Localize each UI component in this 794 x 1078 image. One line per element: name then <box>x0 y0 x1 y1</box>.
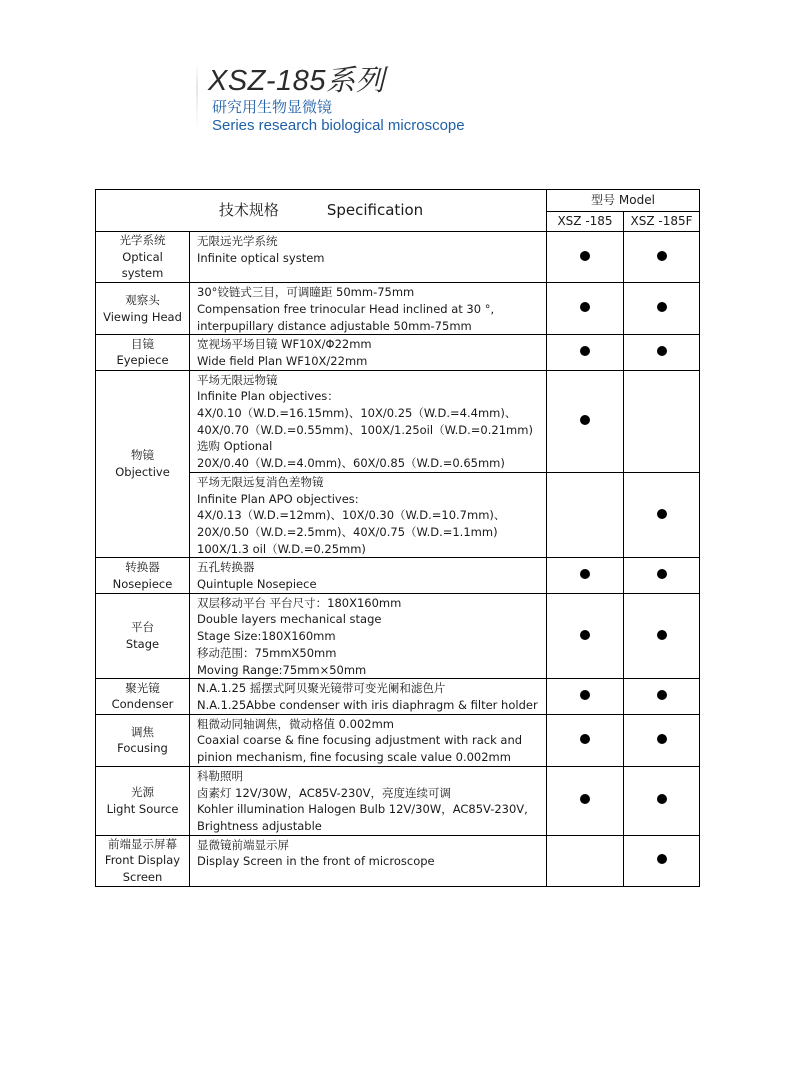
feature-name <box>96 335 190 370</box>
spec-description <box>190 679 547 714</box>
spec-row <box>96 714 700 766</box>
spec-row <box>96 593 700 679</box>
specification-table <box>95 189 700 887</box>
availability-cell <box>624 232 700 283</box>
included-dot-icon <box>580 794 590 804</box>
description-line: 无限远光学系统 <box>197 234 278 248</box>
description-line: Brightness adjustable <box>197 818 322 833</box>
specification-header <box>96 190 547 232</box>
spec-row <box>96 232 700 283</box>
spec-description <box>190 593 547 679</box>
spec-row <box>96 335 700 370</box>
description-line: Infinite Plan objectives： <box>197 389 339 404</box>
availability-cell <box>624 835 700 886</box>
feature-name-en: Viewing Head <box>103 309 182 324</box>
availability-cell <box>547 370 624 472</box>
description-line: Moving Range:75mm×50mm <box>197 662 367 677</box>
availability-cell <box>624 335 700 370</box>
availability-cell <box>624 679 700 714</box>
feature-name-cn: 聚光镜 <box>125 680 160 695</box>
availability-cell <box>547 283 624 335</box>
availability-cell <box>624 370 700 472</box>
feature-name-cn: 调焦 <box>131 724 154 739</box>
availability-cell <box>624 766 700 835</box>
spec-row <box>96 558 700 593</box>
description-line: 科勒照明 <box>197 768 243 783</box>
description-line: 双层移动平台 平台尺寸：180X160mm <box>197 595 402 610</box>
feature-name <box>96 679 190 714</box>
feature-name-cn: 目镜 <box>131 336 154 351</box>
feature-name-en: Eyepiece <box>116 353 169 368</box>
description-line: 20X/0.40（W.D.=4.0mm)、60X/0.85（W.D.=0.65mm) <box>197 456 505 471</box>
included-dot-icon <box>580 302 590 312</box>
feature-name <box>96 283 190 335</box>
feature-name <box>96 835 190 886</box>
included-dot-icon <box>657 569 667 579</box>
description-line: Infinite Plan APO objectives: <box>197 491 359 506</box>
spec-description <box>190 714 547 766</box>
description-line: Stage Size:180X160mm <box>197 629 336 644</box>
description-line: Compensation free trinocular Head inclined at 30 °, <box>197 301 495 316</box>
description-line: 40X/0.70（W.D.=0.55mm)、100X/1.25oil（W.D.=0.21mm) <box>197 422 533 437</box>
availability-cell <box>547 714 624 766</box>
description-line: 移动范围：75mmX50mm <box>197 645 337 660</box>
subtitle-english: Series research biological microscope <box>212 117 465 134</box>
included-dot-icon <box>657 854 667 864</box>
included-dot-icon <box>657 734 667 744</box>
included-dot-icon <box>580 415 590 425</box>
included-dot-icon <box>657 346 667 356</box>
description-line: 4X/0.10（W.D.=16.15mm)、10X/0.25（W.D.=4.4mm)、 <box>197 406 517 421</box>
feature-name-en: Light Source <box>106 801 179 816</box>
availability-cell <box>547 835 624 886</box>
description-line: N.A.1.25Abbe condenser with iris diaphragm & filter holder <box>197 697 538 712</box>
feature-name-en: Nosepiece <box>112 576 173 591</box>
description-line: 20X/0.50（W.D.=2.5mm)、40X/0.75（W.D.=1.1mm) <box>197 524 498 539</box>
availability-cell <box>547 766 624 835</box>
spec-description <box>190 472 547 558</box>
description-line: 平场无限远物镜 <box>197 372 278 387</box>
feature-name-cn: 转换器 <box>125 559 160 574</box>
subtitle-chinese: 研究用生物显微镜 <box>212 98 333 116</box>
feature-name-cn: 平台 <box>131 620 154 635</box>
feature-name-cn: 观察头 <box>125 292 160 307</box>
spec-row <box>96 679 700 714</box>
feature-name <box>96 370 190 558</box>
spec-row <box>96 766 700 835</box>
included-dot-icon <box>657 251 667 261</box>
model-header: 型号 Model <box>547 190 700 212</box>
description-line: 显微镜前端显示屏 <box>197 837 289 852</box>
spec-description <box>190 283 547 335</box>
included-dot-icon <box>580 734 590 744</box>
feature-name <box>96 593 190 679</box>
description-line: 4X/0.13（W.D.=12mm)、10X/0.30（W.D.=10.7mm)、 <box>197 508 506 523</box>
description-line: Coaxial coarse & fine focusing adjustment with rack and <box>197 733 523 748</box>
description-line: N.A.1.25 摇摆式阿贝聚光镜带可变光阑和滤色片 <box>197 681 446 696</box>
description-line: 五孔转换器 <box>197 560 255 575</box>
feature-name-en: system <box>121 266 164 281</box>
feature-name-en: Focusing <box>117 741 168 756</box>
included-dot-icon <box>580 569 590 579</box>
feature-name-en: Condenser <box>111 697 174 712</box>
model-column-xsz-185: XSZ -185 <box>547 211 624 232</box>
included-dot-icon <box>580 346 590 356</box>
feature-name-cn: 光学系统 <box>119 233 166 247</box>
feature-name <box>96 766 190 835</box>
availability-cell <box>624 472 700 558</box>
description-line: 卤素灯 12V/30W，AC85V-230V，亮度连续可调 <box>197 785 452 800</box>
description-line: Wide field Plan WF10X/22mm <box>197 353 368 368</box>
availability-cell <box>547 593 624 679</box>
description-line: 选购 Optional <box>197 439 273 454</box>
availability-cell <box>624 593 700 679</box>
description-line: Display Screen in the front of microscope <box>197 854 435 869</box>
model-column-xsz-185f: XSZ -185F <box>624 211 700 232</box>
description-line: Quintuple Nosepiece <box>197 577 317 592</box>
included-dot-icon <box>657 630 667 640</box>
feature-name <box>96 232 190 283</box>
availability-cell <box>624 558 700 593</box>
feature-name-en: Optical <box>122 249 163 264</box>
description-line: 宽视场平场目镜 WF10X/Φ22mm <box>197 337 372 352</box>
spec-description <box>190 558 547 593</box>
included-dot-icon <box>580 690 590 700</box>
availability-cell <box>547 232 624 283</box>
included-dot-icon <box>657 794 667 804</box>
specification-header-cn: 技术规格 <box>218 201 279 220</box>
included-dot-icon <box>657 509 667 519</box>
feature-name-en: Objective <box>115 464 170 479</box>
included-dot-icon <box>580 630 590 640</box>
description-line: 平场无限远复消色差物镜 <box>197 474 324 489</box>
spec-description <box>190 370 547 472</box>
description-line: Double layers mechanical stage <box>197 612 382 627</box>
feature-name-en: Screen <box>122 870 163 885</box>
spec-description <box>190 766 547 835</box>
description-line: pinion mechanism, fine focusing scale value 0.002mm <box>197 750 511 765</box>
description-line: 100X/1.3 oil（W.D.=0.25mm) <box>197 541 366 556</box>
spec-row <box>96 283 700 335</box>
description-line: 30°铰链式三目，可调瞳距 50mm-75mm <box>197 285 415 300</box>
availability-cell <box>547 335 624 370</box>
included-dot-icon <box>580 251 590 261</box>
description-line: Infinite optical system <box>197 250 325 265</box>
feature-name-cn: 前端显示屏幕 <box>108 836 177 851</box>
specification-header-en: Specification <box>326 201 424 220</box>
spec-row <box>96 835 700 886</box>
spec-description <box>190 232 547 283</box>
feature-name-en: Stage <box>125 637 160 652</box>
header-accent-bar <box>196 62 198 128</box>
description-line: interpupillary distance adjustable 50mm-75mm <box>197 318 472 333</box>
spec-row <box>96 370 700 472</box>
availability-cell <box>624 283 700 335</box>
description-line: Kohler illumination Halogen Bulb 12V/30W，AC85V-230V, <box>197 802 528 817</box>
availability-cell <box>547 558 624 593</box>
feature-name <box>96 558 190 593</box>
description-line: 粗微动同轴调焦，微动格值 0.002mm <box>197 716 394 731</box>
feature-name-cn: 光源 <box>131 785 154 799</box>
included-dot-icon <box>657 690 667 700</box>
spec-description <box>190 835 547 886</box>
feature-name-cn: 物镜 <box>131 448 154 463</box>
availability-cell <box>624 714 700 766</box>
spec-description <box>190 335 547 370</box>
specification-rows <box>96 232 700 887</box>
feature-name-en: Front Display <box>104 853 181 868</box>
included-dot-icon <box>657 302 667 312</box>
availability-cell <box>547 472 624 558</box>
availability-cell <box>547 679 624 714</box>
series-title: XSZ-185系列 <box>208 65 385 97</box>
feature-name <box>96 714 190 766</box>
